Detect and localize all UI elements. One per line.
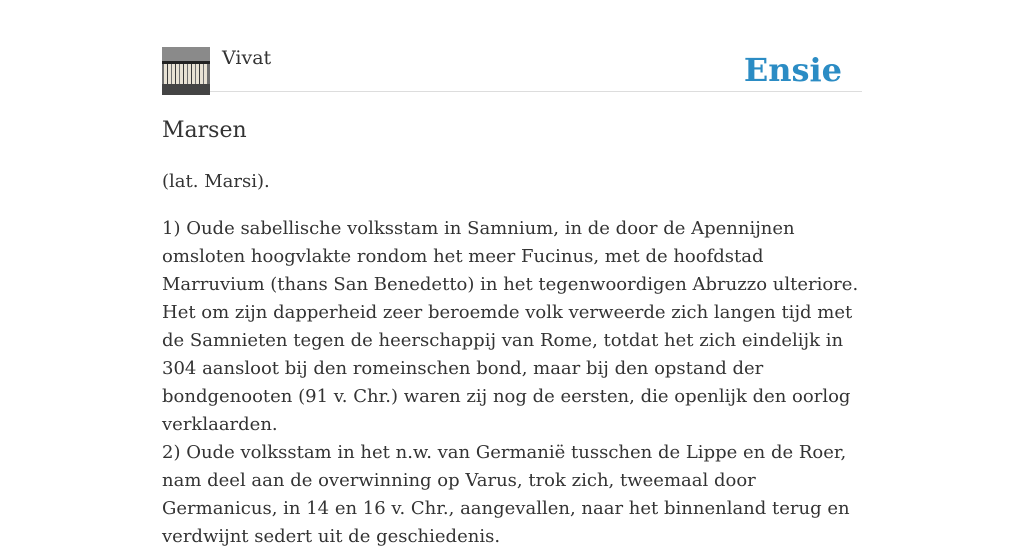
author-avatar[interactable] xyxy=(162,47,210,95)
article-content xyxy=(162,168,862,551)
header xyxy=(162,46,862,92)
page-title: Marsen xyxy=(162,118,247,143)
article-paragraph-1: 1) Oude sabellische volksstam in Samnium, in de door de Apennijnen omsloten hoogvlakte rondom het meer Fucinus, met de hoofdstad Marruvium (thans San Benedetto) in het tegenwoordigen Abruzzo ulteriore. Het om zijn dapperheid zeer beroemde volk verweerde zich langen tijd met de Samnieten tegen de heerschappij van Rome, totdat het zich eindelijk in 304 aansloot bij den romeinschen bond, maar bij den opstand der bondgenooten (91 v. Chr.) waren zij nog de eersten, die openlijk den oorlog verklaarden. xyxy=(162,218,859,435)
article-paragraph-2: 2) Oude volksstam in het n.w. van Germanië tusschen de Lippe en de Roer, nam deel aan de overwinning op Varus, trok zich, tweemaal door Germanicus, in 14 en 16 v. Chr., aangevallen, naar het binnenland terug en verdwijnt sedert uit de geschiedenis. xyxy=(162,442,850,547)
bookshelf-avatar-icon xyxy=(162,47,210,95)
site-logo[interactable]: Ensie xyxy=(743,51,842,89)
article-intro: (lat. Marsi). xyxy=(162,171,270,192)
author-name[interactable]: Vivat xyxy=(222,47,272,69)
